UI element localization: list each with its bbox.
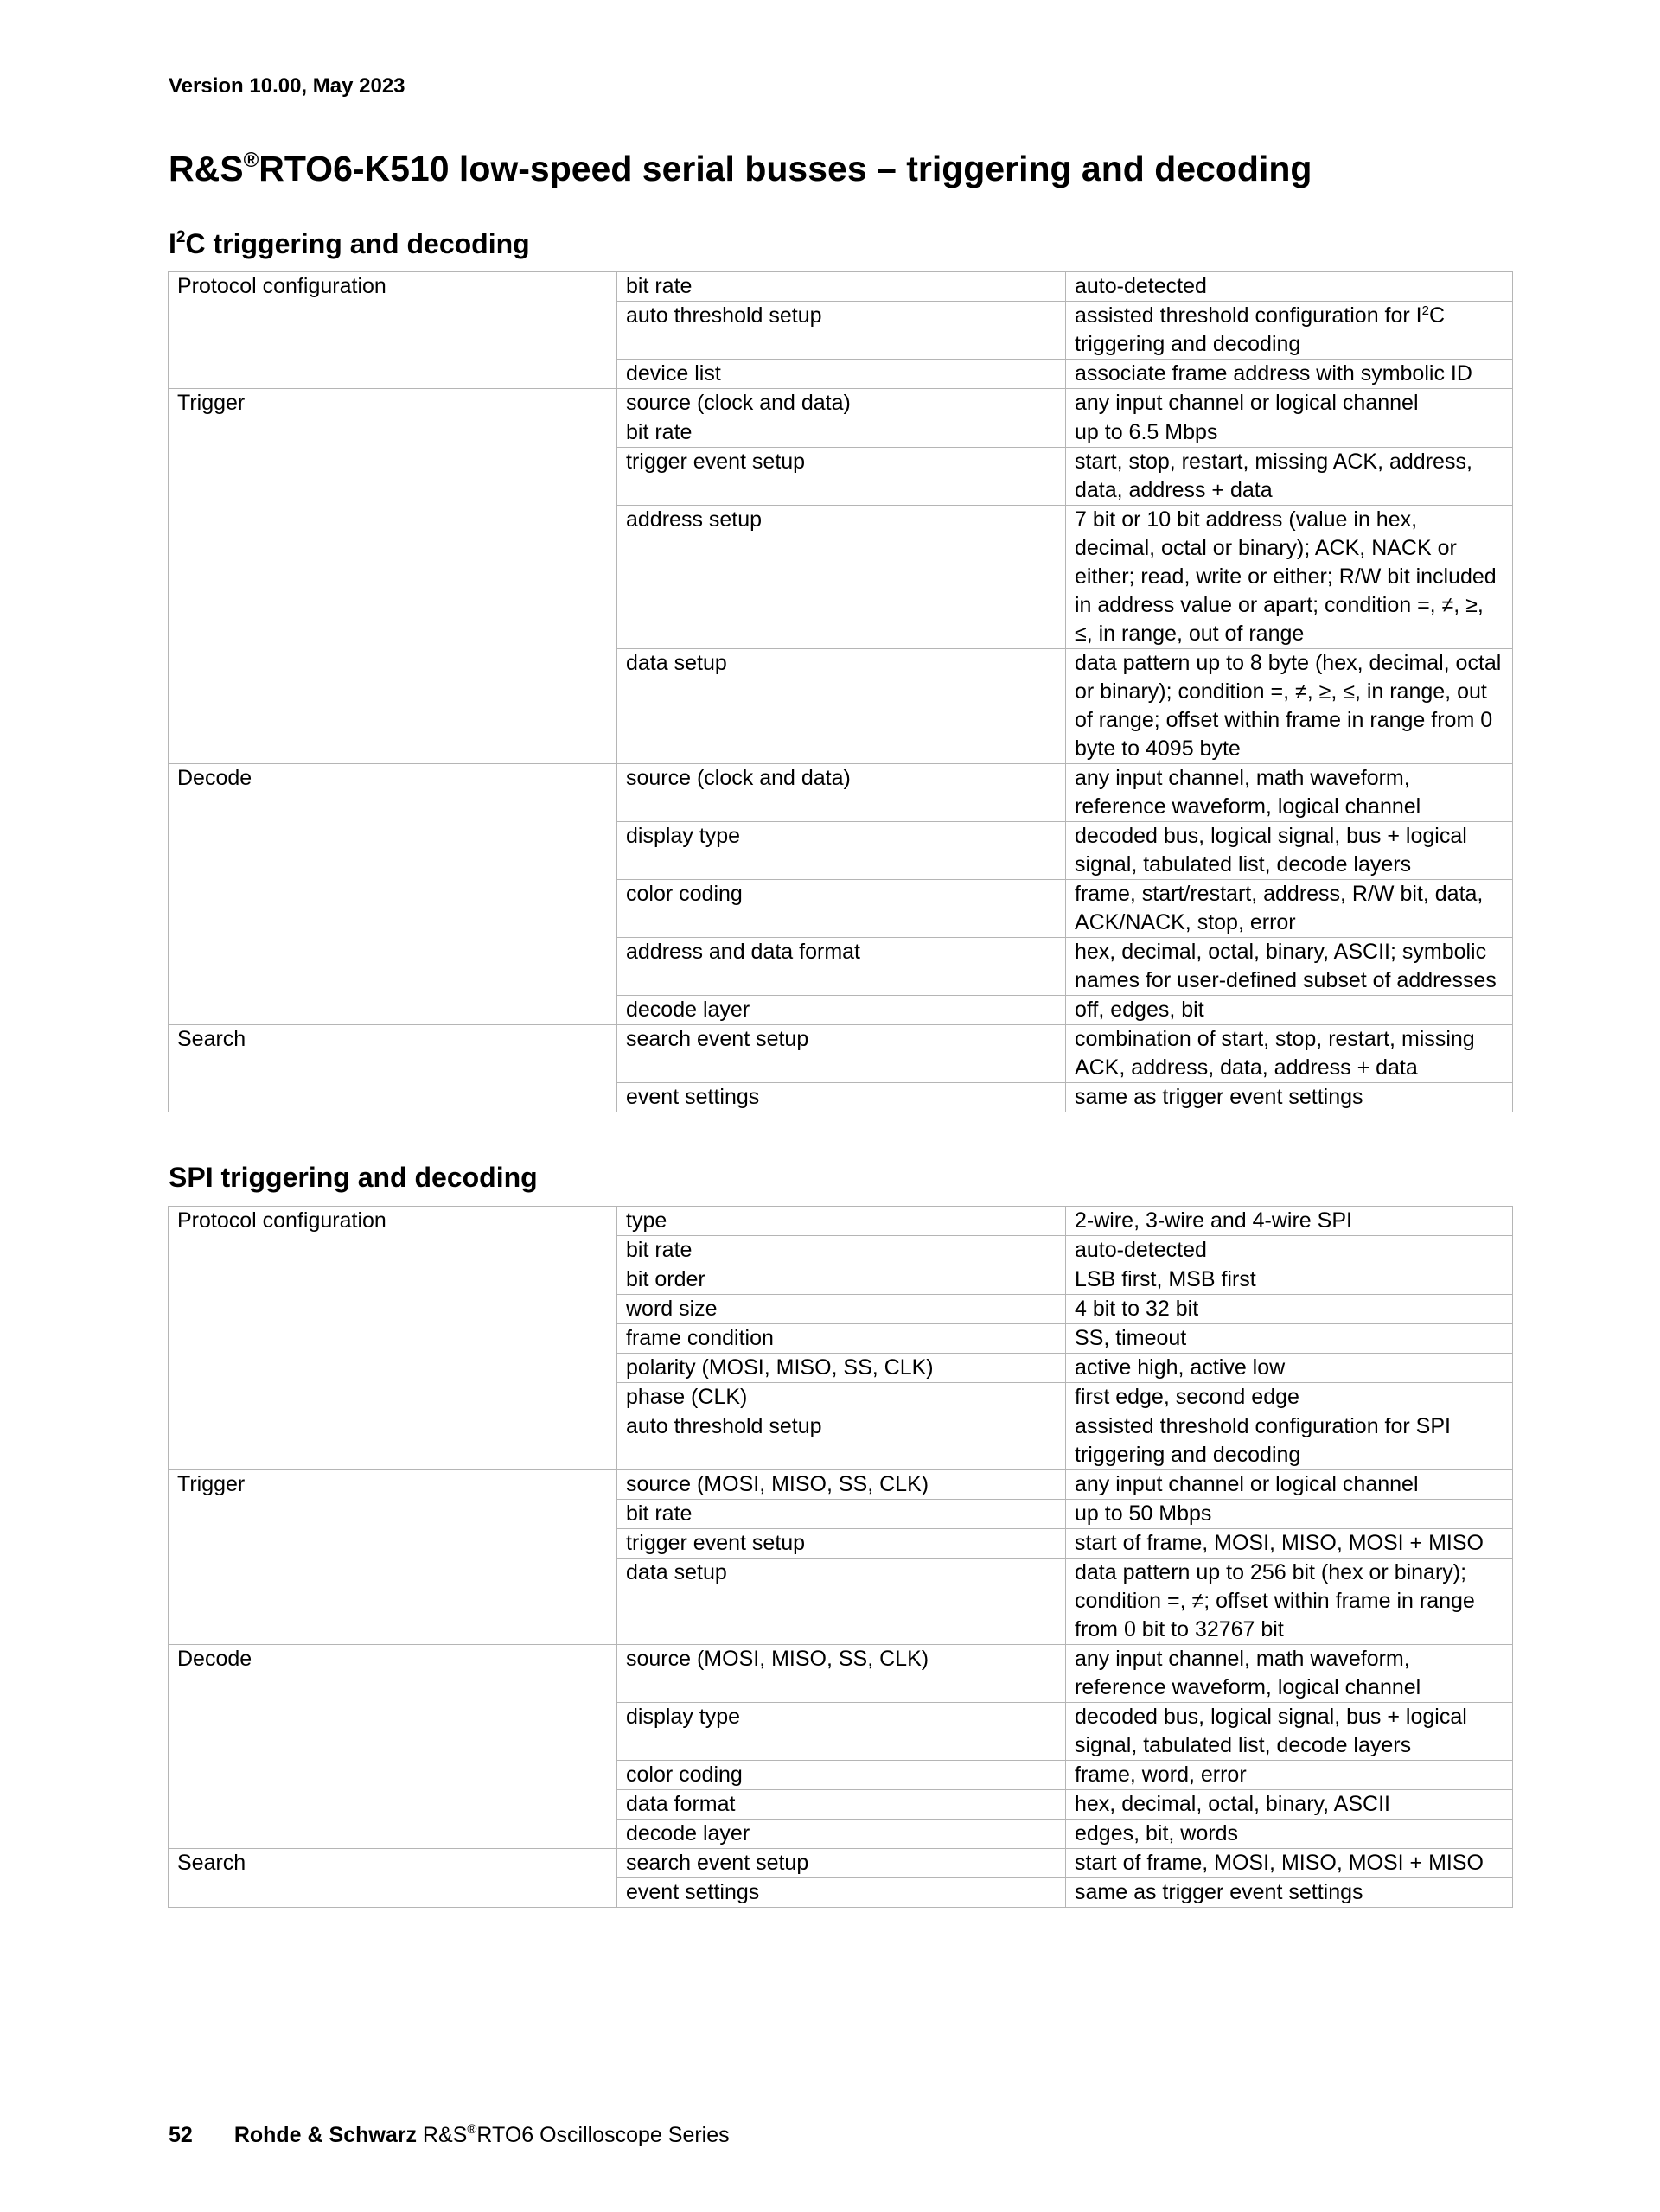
- parameter-cell: bit order: [617, 1265, 1066, 1295]
- value-cell: any input channel or logical channel: [1066, 389, 1513, 418]
- parameter-cell: frame condition: [617, 1324, 1066, 1354]
- value-cell: any input channel, math waveform, reference waveform, logical channel: [1066, 764, 1513, 822]
- parameter-cell: source (MOSI, MISO, SS, CLK): [617, 1470, 1066, 1500]
- row-group-cell: Decode: [169, 764, 617, 1025]
- value-text-post: C triggering and decoding: [1075, 303, 1446, 356]
- parameter-cell: color coding: [617, 1761, 1066, 1790]
- value-cell: decoded bus, logical signal, bus + logical signal, tabulated list, decode layers: [1066, 822, 1513, 880]
- parameter-cell: trigger event setup: [617, 1529, 1066, 1559]
- i2c-title-post: C triggering and decoding: [185, 228, 530, 259]
- parameter-cell: decode layer: [617, 1820, 1066, 1849]
- value-cell: start of frame, MOSI, MISO, MOSI + MISO: [1066, 1849, 1513, 1878]
- value-cell: active high, active low: [1066, 1354, 1513, 1383]
- value-cell: [1066, 302, 1513, 360]
- parameter-cell: display type: [617, 822, 1066, 880]
- row-group-cell: Decode: [169, 1645, 617, 1849]
- parameter-cell: source (clock and data): [617, 764, 1066, 822]
- parameter-cell: bit rate: [617, 272, 1066, 302]
- row-group-cell: Search: [169, 1025, 617, 1112]
- title-text: RTO6-K510 low-speed serial busses – triggering and decoding: [259, 149, 1312, 188]
- parameter-cell: type: [617, 1207, 1066, 1236]
- row-group-cell: Protocol configuration: [169, 1207, 617, 1470]
- page-title: [169, 149, 1312, 189]
- parameter-cell: data format: [617, 1790, 1066, 1820]
- parameter-cell: address setup: [617, 506, 1066, 649]
- row-group-cell: Trigger: [169, 1470, 617, 1645]
- table-row: [169, 1207, 1513, 1236]
- parameter-cell: search event setup: [617, 1849, 1066, 1878]
- value-cell: same as trigger event settings: [1066, 1083, 1513, 1112]
- i2c-table-body: [169, 272, 1513, 1112]
- value-cell: data pattern up to 256 bit (hex or binary); condition =, ≠; offset within frame in range from 0 bit to 32767 bit: [1066, 1559, 1513, 1645]
- value-cell: up to 6.5 Mbps: [1066, 418, 1513, 448]
- value-cell: start of frame, MOSI, MISO, MOSI + MISO: [1066, 1529, 1513, 1559]
- value-cell: 4 bit to 32 bit: [1066, 1295, 1513, 1324]
- value-cell: auto-detected: [1066, 272, 1513, 302]
- table-row: [169, 272, 1513, 302]
- row-group-cell: Search: [169, 1849, 617, 1908]
- parameter-cell: trigger event setup: [617, 448, 1066, 506]
- parameter-cell: phase (CLK): [617, 1383, 1066, 1412]
- i2c-section-title: [169, 228, 530, 260]
- parameter-cell: data setup: [617, 649, 1066, 764]
- i2c-title-sup: 2: [176, 228, 186, 246]
- value-cell: frame, start/restart, address, R/W bit, data, ACK/NACK, stop, error: [1066, 880, 1513, 938]
- parameter-cell: bit rate: [617, 1500, 1066, 1529]
- row-group-cell: Trigger: [169, 389, 617, 764]
- table-row: [169, 1849, 1513, 1878]
- value-cell: decoded bus, logical signal, bus + logical signal, tabulated list, decode layers: [1066, 1703, 1513, 1761]
- registered-mark: ®: [243, 149, 259, 172]
- parameter-cell: source (clock and data): [617, 389, 1066, 418]
- value-cell: frame, word, error: [1066, 1761, 1513, 1790]
- parameter-cell: polarity (MOSI, MISO, SS, CLK): [617, 1354, 1066, 1383]
- parameter-cell: bit rate: [617, 418, 1066, 448]
- footer: [169, 2123, 730, 2148]
- parameter-cell: event settings: [617, 1878, 1066, 1908]
- parameter-cell: address and data format: [617, 938, 1066, 996]
- table-row: [169, 1645, 1513, 1703]
- table-row: [169, 1025, 1513, 1083]
- parameter-cell: color coding: [617, 880, 1066, 938]
- value-cell: edges, bit, words: [1066, 1820, 1513, 1849]
- parameter-cell: search event setup: [617, 1025, 1066, 1083]
- value-cell: any input channel or logical channel: [1066, 1470, 1513, 1500]
- footer-company: Rohde & Schwarz: [233, 2123, 417, 2147]
- parameter-cell: word size: [617, 1295, 1066, 1324]
- value-cell: hex, decimal, octal, binary, ASCII: [1066, 1790, 1513, 1820]
- table-row: [169, 389, 1513, 418]
- value-cell: same as trigger event settings: [1066, 1878, 1513, 1908]
- value-cell: 7 bit or 10 bit address (value in hex, decimal, octal or binary); ACK, NACK or either; read, write or either; R/W bit included in address value or apart; condition =, ≠, ≥, ≤, in range, out of range: [1066, 506, 1513, 649]
- value-cell: auto-detected: [1066, 1236, 1513, 1265]
- spi-section-title: SPI triggering and decoding: [169, 1162, 538, 1193]
- value-cell: assisted threshold configuration for SPI triggering and decoding: [1066, 1412, 1513, 1470]
- parameter-cell: decode layer: [617, 996, 1066, 1025]
- value-superscript: 2: [1421, 303, 1429, 318]
- footer-product-pre: R&S: [422, 2123, 468, 2147]
- spi-spec-table: [168, 1206, 1513, 1908]
- footer-product-post: RTO6 Oscilloscope Series: [476, 2123, 730, 2147]
- value-cell: LSB first, MSB first: [1066, 1265, 1513, 1295]
- value-cell: up to 50 Mbps: [1066, 1500, 1513, 1529]
- value-cell: data pattern up to 8 byte (hex, decimal, octal or binary); condition =, ≠, ≥, ≤, in range, out of range; offset within frame in range from 0 byte to 4095 byte: [1066, 649, 1513, 764]
- parameter-cell: device list: [617, 360, 1066, 389]
- value-cell: SS, timeout: [1066, 1324, 1513, 1354]
- page-number: 52: [169, 2123, 193, 2147]
- i2c-spec-table: [168, 271, 1513, 1112]
- value-cell: 2-wire, 3-wire and 4-wire SPI: [1066, 1207, 1513, 1236]
- parameter-cell: event settings: [617, 1083, 1066, 1112]
- row-group-cell: Protocol configuration: [169, 272, 617, 389]
- value-cell: associate frame address with symbolic ID: [1066, 360, 1513, 389]
- version-line: Version 10.00, May 2023: [169, 74, 405, 98]
- value-cell: combination of start, stop, restart, missing ACK, address, data, address + data: [1066, 1025, 1513, 1083]
- value-cell: off, edges, bit: [1066, 996, 1513, 1025]
- spi-table-body: [169, 1207, 1513, 1908]
- parameter-cell: auto threshold setup: [617, 1412, 1066, 1470]
- parameter-cell: data setup: [617, 1559, 1066, 1645]
- title-brand: R&S: [169, 149, 244, 188]
- value-cell: start, stop, restart, missing ACK, address, data, address + data: [1066, 448, 1513, 506]
- parameter-cell: auto threshold setup: [617, 302, 1066, 360]
- table-row: [169, 764, 1513, 822]
- i2c-title-pre: I: [169, 228, 176, 259]
- value-cell: any input channel, math waveform, reference waveform, logical channel: [1066, 1645, 1513, 1703]
- parameter-cell: display type: [617, 1703, 1066, 1761]
- footer-registered-mark: ®: [467, 2122, 477, 2137]
- parameter-cell: bit rate: [617, 1236, 1066, 1265]
- value-cell: hex, decimal, octal, binary, ASCII; symbolic names for user-defined subset of addresses: [1066, 938, 1513, 996]
- value-text-pre: assisted threshold configuration for I: [1075, 303, 1422, 328]
- table-row: [169, 1470, 1513, 1500]
- value-cell: first edge, second edge: [1066, 1383, 1513, 1412]
- parameter-cell: source (MOSI, MISO, SS, CLK): [617, 1645, 1066, 1703]
